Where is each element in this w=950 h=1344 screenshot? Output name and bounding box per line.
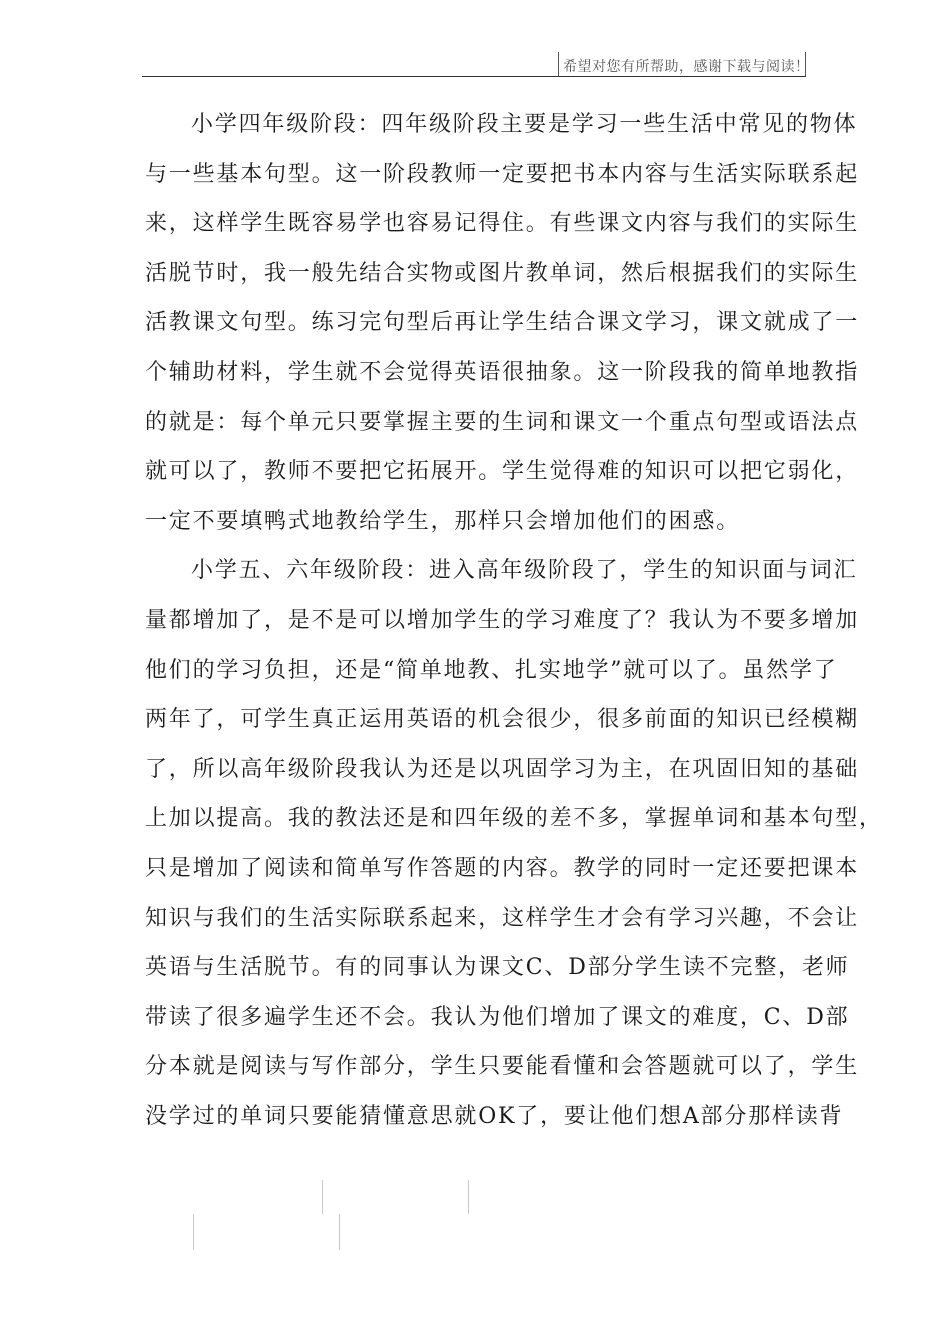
paragraph-2-line-9: 英语与生活脱节。有的同事认为课文C、D部分学生读不完整，老师 (145, 955, 850, 981)
paragraph-2-line-11: 分本就是阅读与写作部分，学生只要能看懂和会答题就可以了，学生 (145, 1054, 860, 1080)
page-artifact-line (339, 1214, 340, 1250)
paragraph-2-line-4: 两年了，可学生真正运用英语的机会很少，很多前面的知识已经模糊 (145, 707, 860, 733)
paragraph-2-line-5: 了，所以高年级阶段我认为还是以巩固学习为主，在巩固旧知的基础 (145, 756, 860, 782)
paragraph-1-line-1: 小学四年级阶段：四年级阶段主要是学习一些生活中常见的物体 (191, 112, 858, 137)
paragraph-2-line-8: 知识与我们的生活实际联系起来，这样学生才会有学习兴趣，不会让 (145, 905, 860, 931)
paragraph-1-line-7: 的就是：每个单元只要掌握主要的生词和课文一个重点句型或语法点 (145, 409, 860, 435)
page-artifact-line (468, 1180, 469, 1214)
paragraph-2-line-10: 带读了很多遍学生还不会。我认为他们增加了课文的难度，C、D部 (145, 1004, 850, 1030)
paragraph-1-line-3: 来，这样学生既容易学也容易记得住。有些课文内容与我们的实际生 (145, 211, 860, 237)
document-body (145, 100, 883, 1141)
paragraph-1-line-4: 活脱节时，我一般先结合实物或图片教单词，然后根据我们的实际生 (145, 260, 860, 286)
paragraph-1-line-5: 活教课文句型。练习完句型后再让学生结合课文学习，课文就成了一 (145, 310, 860, 336)
page-artifact-line (193, 1214, 194, 1250)
paragraph-2-line-7: 只是增加了阅读和简单写作答题的内容。教学的同时一定还要把课本 (145, 855, 860, 881)
header-rule (142, 76, 806, 77)
paragraph-2-line-2: 量都增加了，是不是可以增加学生的学习难度了？我认为不要多增加 (145, 607, 860, 633)
paragraph-2-line-3: 他们的学习负担，还是“简单地教、扎实地学”就可以了。虽然学了 (145, 657, 838, 683)
paragraph-2-line-12: 没学过的单词只要能猜懂意思就OK了，要让他们想A部分那样读背 (145, 1103, 844, 1129)
paragraph-1-line-6: 个辅助材料，学生就不会觉得英语很抽象。这一阶段我的简单地教指 (145, 359, 860, 385)
paragraph-2-line-6: 上加以提高。我的教法还是和四年级的差不多，掌握单词和基本句型， (145, 806, 883, 832)
paragraph-1-line-2: 与一些基本句型。这一阶段教师一定要把书本内容与生活实际联系起 (145, 161, 860, 187)
header-note: 希望对您有所帮助，感谢下载与阅读！ (563, 59, 810, 75)
paragraph-1-line-9: 一定不要填鸭式地教给学生，那样只会增加他们的困惑。 (145, 508, 741, 534)
page-artifact-line (322, 1180, 323, 1214)
paragraph-2-line-1: 小学五、六年级阶段：进入高年级阶段了，学生的知识面与词汇 (191, 558, 858, 584)
paragraph-1-line-8: 就可以了，教师不要把它拓展开。学生觉得难的知识可以把它弱化， (145, 459, 860, 485)
